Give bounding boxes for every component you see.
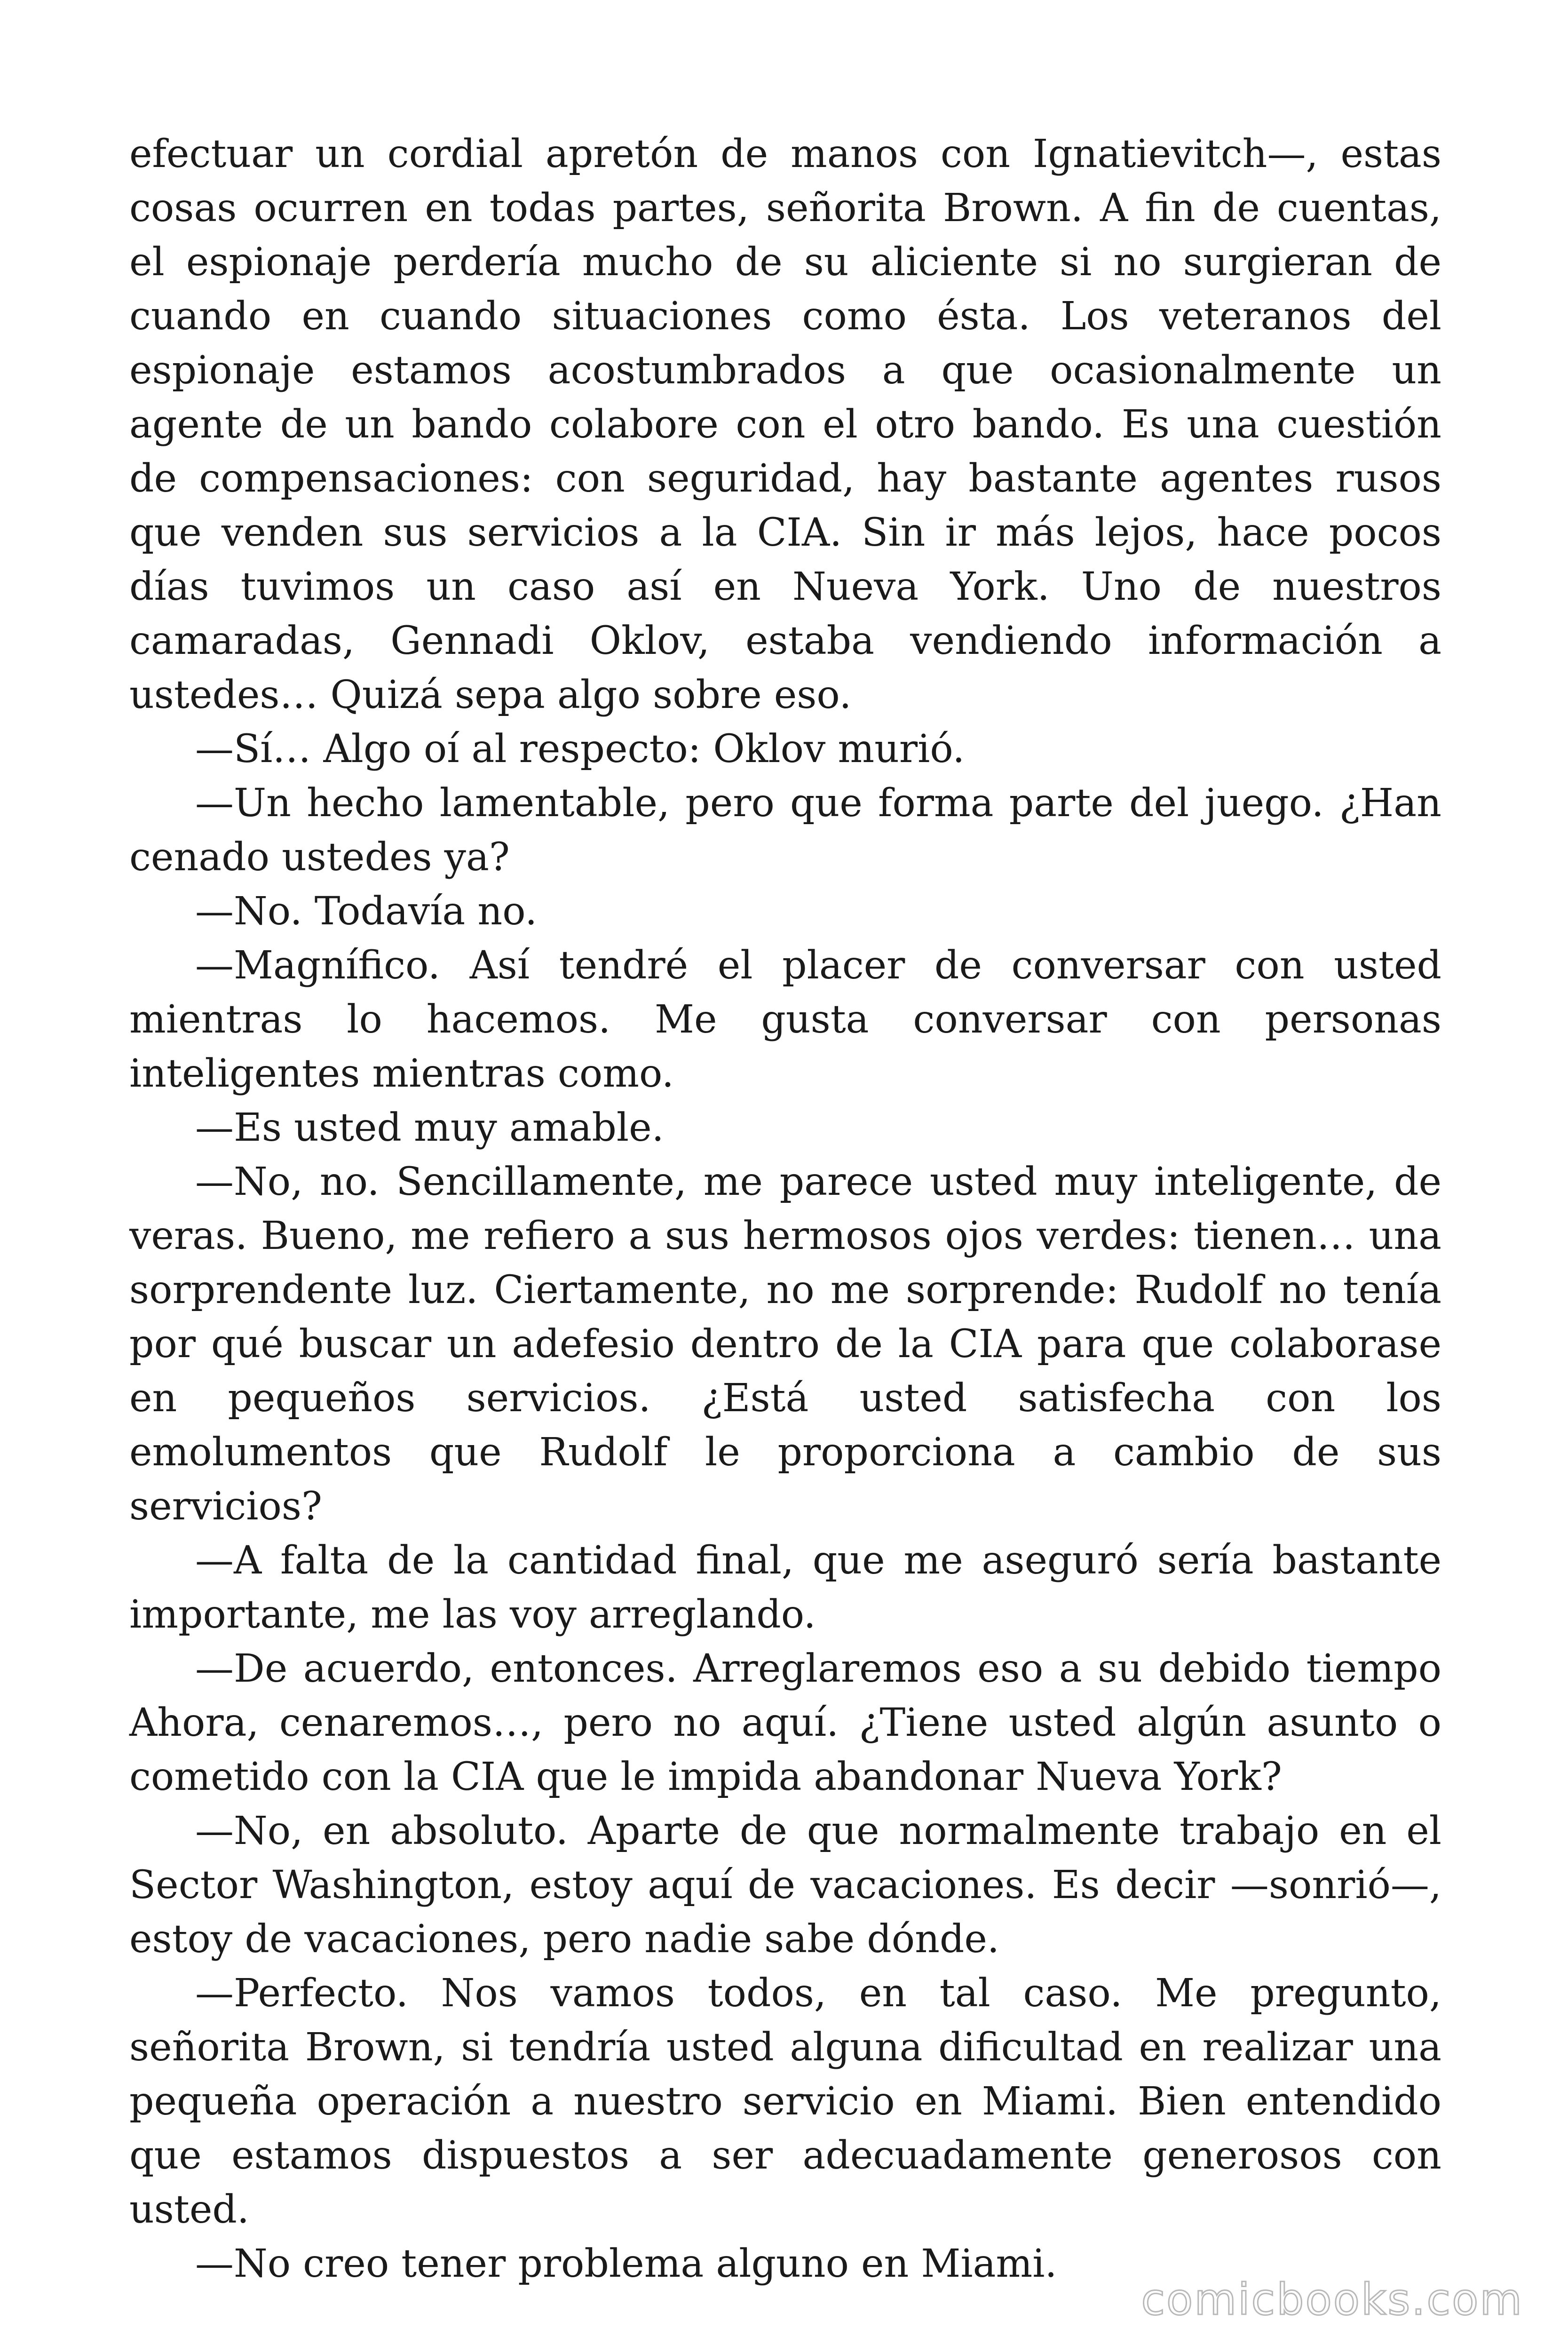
paragraph-dialogue: —No creo tener problema alguno en Miami. xyxy=(195,2241,1057,2286)
paragraph-dialogue: —De acuerdo, entonces. Arreglaremos eso a su debido tiempo Ahora, cenaremos…, pero no aquí. ¿Tiene usted algún asunto o cometido con la CIA que le impida abandonar Nueva York? xyxy=(129,1646,1441,1799)
paragraph-dialogue: —Perfecto. Nos vamos todos, en tal caso. Me pregunto, señorita Brown, si tendría usted alguna dificultad en realizar una pequeña operación a nuestro servicio en Miami. Bien entendido que estamos dispuestos a ser adecuadamente generosos con usted. xyxy=(129,1971,1441,2232)
paragraph-dialogue: —No, no. Sencillamente, me parece usted muy inteligente, de veras. Bueno, me refiero a sus hermosos ojos verdes: tienen… una sorprendente luz. Ciertamente, no me sorprende: Rudolf no tenía por qué buscar un adefesio dentro de la CIA para que colaborase en pequeños servicios. ¿Está usted satisfecha con los emolumentos que Rudolf le proporciona a cambio de sus servicios? xyxy=(129,1160,1441,1529)
paragraph-dialogue: —A falta de la cantidad final, que me aseguró sería bastante importante, me las voy arreglando. xyxy=(129,1538,1441,1637)
paragraph-dialogue: —Un hecho lamentable, pero que forma parte del juego. ¿Han cenado ustedes ya? xyxy=(129,781,1441,880)
paragraph-dialogue: —No. Todavía no. xyxy=(195,889,538,934)
page-body xyxy=(129,127,1441,2291)
paragraph-dialogue: —No, en absoluto. Aparte de que normalmente trabajo en el Sector Washington, estoy aquí de vacaciones. Es decir —sonrió—, estoy de vacaciones, pero nadie sabe dónde. xyxy=(129,1809,1441,1962)
paragraph-continuation: efectuar un cordial apretón de manos con Ignatievitch—, estas cosas ocurren en todas partes, señorita Brown. A fin de cuentas, el espionaje perdería mucho de su aliciente si no surgieran de cuando en cuando situaciones como ésta. Los veteranos del espionaje estamos acostumbrados a que ocasionalmente un agente de un bando colabore con el otro bando. Es una cuestión de compensaciones: con seguridad, hay bastante agentes rusos que venden sus servicios a la CIA. Sin ir más lejos, hace pocos días tuvimos un caso así en Nueva York. Uno de nuestros camaradas, Gennadi Oklov, estaba vendiendo información a ustedes… Quizá sepa algo sobre eso. xyxy=(129,132,1441,717)
paragraph-dialogue: —Magnífico. Así tendré el placer de conversar con usted mientras lo hacemos. Me gusta conversar con personas inteligentes mientras como. xyxy=(129,943,1441,1096)
paragraph-dialogue: —Sí… Algo oí al respecto: Oklov murió. xyxy=(195,727,965,771)
paragraph-dialogue: —Es usted muy amable. xyxy=(195,1105,664,1150)
watermark: comicbooks.com xyxy=(1141,2274,1523,2325)
